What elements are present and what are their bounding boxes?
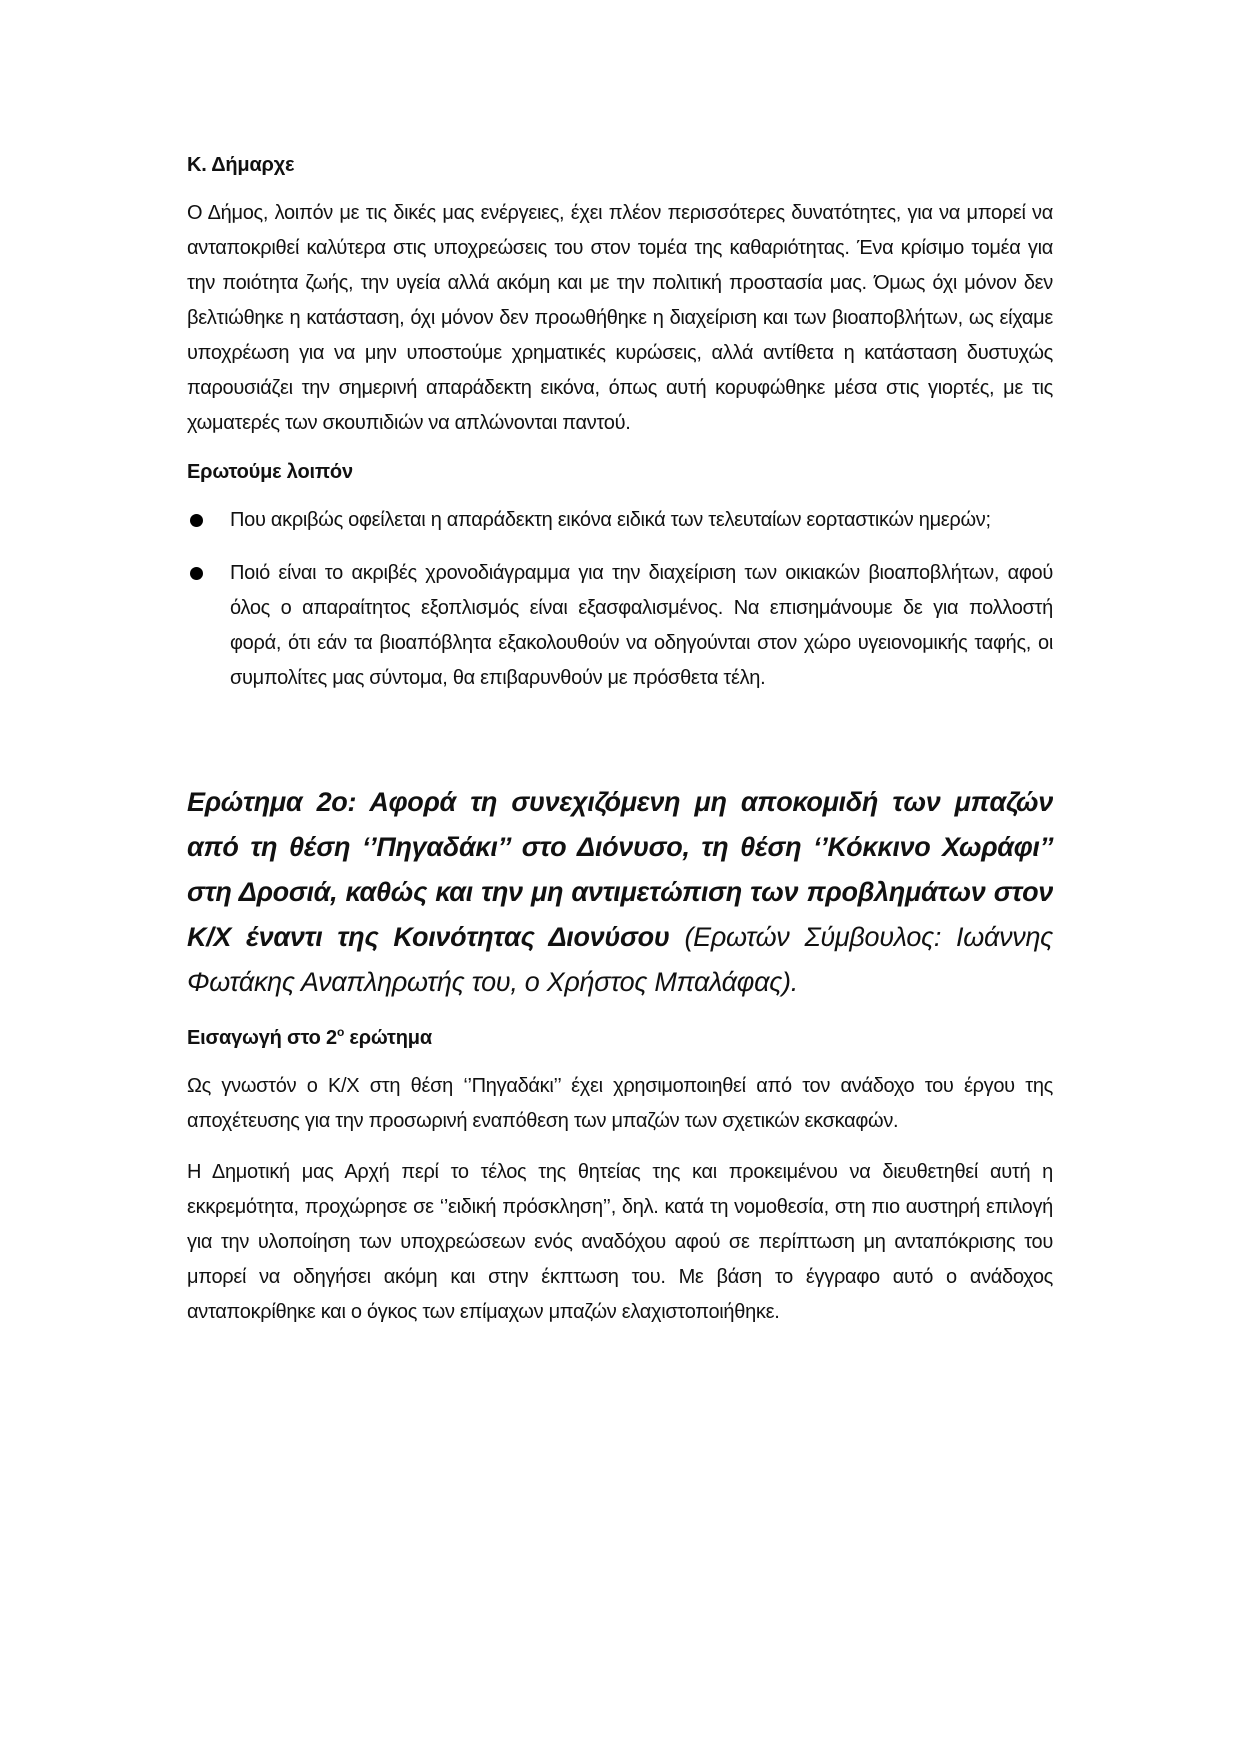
bullet-icon bbox=[190, 567, 203, 580]
list-item bbox=[187, 503, 1053, 538]
question-2-title-regular: (Ερωτών Σύμβουλος: Ιωάννης Φωτάκης Αναπληρωτής του, ο Χρήστος Μπαλάφας). bbox=[187, 922, 1053, 997]
bullet-icon bbox=[190, 514, 203, 527]
paragraph-3: Η Δημοτική μας Αρχή περί το τέλος της θητείας της και προκειμένου να διευθετηθεί αυτή η εκκρεμότητα, προχώρησε σε ‘’ειδική πρόσκληση’’, δηλ. κατά τη νομοθεσία, στη πιο αυστηρή επιλογή για την υλοποίηση των υποχρεώσεων ενός αναδόχου αφού σε περίπτωση μη ανταπόκρισης του μπορεί να οδηγήσει ακόμη και στην έκπτωση του. Με βάση το έγγραφο αυτό ο ανάδοχος ανταποκρίθηκε και ο όγκος των επίμαχων μπαζών ελαχιστοποιήθηκε. bbox=[187, 1161, 1053, 1323]
paragraph-2: Ως γνωστόν ο Κ/Χ στη θέση ‘’Πηγαδάκι’’ έχει χρησιμοποιηθεί από τον ανάδοχο του έργου της αποχέτευσης για την προσωρινή εναπόθεση των μπαζών των σχετικών εκσκαφών. bbox=[187, 1075, 1053, 1132]
intro-2-heading bbox=[187, 1023, 1053, 1053]
question-2-title-bold: Ερώτημα 2ο: Αφορά τη συνεχιζόμενη μη αποκομιδή των μπαζών από τη θέση ‘’Πηγαδάκι’’ στο Διόνυσο, τη θέση ‘’Κόκκινο Χωράφι’’ στη Δροσιά, καθώς και την μη αντιμετώπιση των προβλημάτων στον Κ/Χ έναντι της Κοινότητας Διονύσου bbox=[187, 787, 1053, 952]
question-text: Ποιό είναι το ακριβές χρονοδιάγραμμα για την διαχείριση των οικιακών βιοαποβλήτων, αφού όλος ο απαραίτητος εξοπλισμός είναι εξασφαλισμένος. Να επισημάνουμε δε για πολλοστή φορά, ότι εάν τα βιοαπόβλητα εξακολουθούν να οδηγούνται στον χώρο υγειονομικής ταφής, οι συμπολίτες μας σύντομα, θα επιβαρυνθούν με πρόσθετα τέλη. bbox=[230, 562, 1053, 689]
questions-list bbox=[187, 503, 1053, 696]
list-item bbox=[187, 556, 1053, 696]
intro-2-heading-suffix: ερώτημα bbox=[344, 1027, 432, 1049]
question-2-title bbox=[187, 780, 1053, 1005]
greeting-heading: Κ. Δήμαρχε bbox=[187, 154, 295, 176]
intro-paragraph: Ο Δήμος, λοιπόν με τις δικές μας ενέργειες, έχει πλέον περισσότερες δυνατότητες, για να μπορεί να ανταποκριθεί καλύτερα στις υποχρεώσεις του στον τομέα της καθαριότητας. Ένα κρίσιμο τομέα για την ποιότητα ζωής, την υγεία αλλά ακόμη και με την πολιτική προστασία μας. Όμως όχι μόνον δεν βελτιώθηκε η κατάσταση, όχι μόνον δεν προωθήθηκε η διαχείριση και των βιοαποβλήτων, ως είχαμε υποχρέωση για να μην υποστούμε χρηματικές κυρώσεις, αλλά αντίθετα η κατάσταση δυστυχώς παρουσιάζει την σημερινή απαράδεκτη εικόνα, όπως αυτή κορυφώθηκε μέσα στις γιορτές, με τις χωματερές των σκουπιδιών να απλώνονται παντού. bbox=[187, 202, 1053, 434]
question-text: Που ακριβώς οφείλεται η απαράδεκτη εικόνα ειδικά των τελευταίων εορταστικών ημερών; bbox=[230, 509, 991, 531]
questions-heading: Ερωτούμε λοιπόν bbox=[187, 461, 353, 483]
intro-2-heading-prefix: Εισαγωγή στο 2 bbox=[187, 1027, 337, 1049]
intro-2-heading-sup: ο bbox=[336, 1025, 345, 1039]
document-page bbox=[187, 150, 1053, 1346]
